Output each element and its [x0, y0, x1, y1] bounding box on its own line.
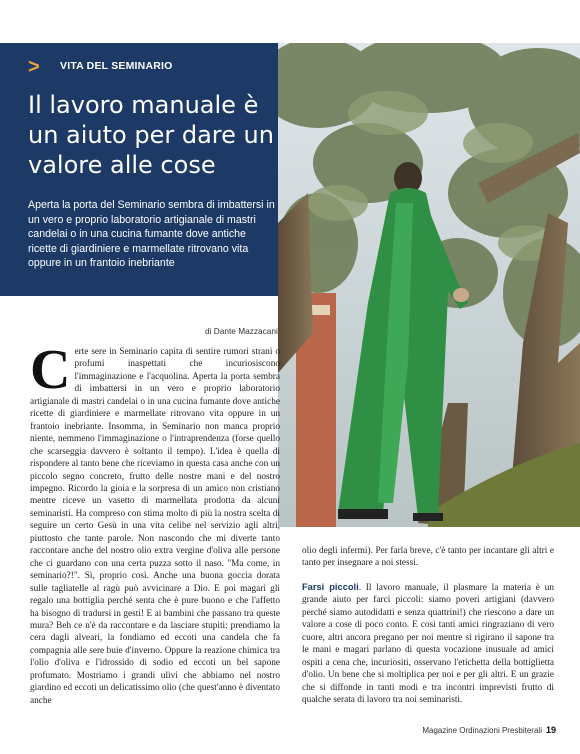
page-number: 19 [545, 725, 556, 735]
article-body-right-continuation: olio degli infermi). Per farla breve, c'è tanto per incantare gli altri e tanto per insegnare a noi stessi. [302, 546, 554, 569]
section-subhead: Farsi piccoli [302, 582, 359, 592]
author-byline: di Dante Mazzacani [205, 326, 278, 336]
article-subtitle: Aperta la porta del Seminario sembra di imbattersi in un vero e proprio laboratorio artigianale di mastri candelai o in una cucina fumante dove antiche ricette di giardiniere e marmellate ritrovano vita oppure in un frantoio inebriante [28, 199, 275, 269]
article-paragraph-right: . Il lavoro manuale, il plasmare la materia è un grande aiuto per farci piccoli: siamo poveri artigiani (davvero perché siamo autodidatti e senza quattrini!) che riescono a dare un valore a cose di poco conto. E così tanti amici ringraziano di vero cuore, altri ancora pregano per noi mentre si rigirano il sapone tra le mani e magari parlano di questa vocazione inusuale ad amici ospiti a cena che, incuriositi, osservano l'etichetta della bottiglietta d'olio. Un bene che si moltiplica per noi e per gli altri. E un grazie che si diffonde in tanti modi e tra incontri imprevisti frutto di qualche serata di lavoro tra noi seminaristi. [302, 583, 554, 706]
article-body-right [302, 581, 554, 707]
page-footer [422, 725, 556, 735]
article-body-left: erte sere in Seminario capita di sentire rumori strani o profumi inaspettati che incuriosiscono l'immaginazione e l'acquolina. Aperta la porta sembra di imbattersi in un vero e proprio laboratorio artigianale di mastri candelai o in una cucina fumante dove antiche ricette di giardiniere e marmellate ritrovano vita oppure in un frantoio inebriante. Insomma, in Seminario non manca proprio niente, nemmeno l'immaginazione o l'intraprendenza (forse quello che scarseggia davvero è soltanto il tempo). L'idea è quella di rispondere al tanto bene che riceviamo in questa casa anche con un piccolo segno concreto, frutto delle nostre mani e del nostro impegno. Ricordo la gioia e la sorpresa di un amico non cristiano mentre riceve un vasetto di marmellata prodotta da alcuni seminaristi. Ha compreso con stima molto di più la nostra scelta di seguire un certo Gesù in una vita celibe nel servizio agli altri, piuttosto che tante parole. Non nascondo che mi diverte tanto raccontare anche del nostro olio extra vergine d'oliva alle persone che ci guardano con una certa puzza sotto il naso. "Ma come, in seminario?!". Sì, proprio così. Anche una buona goccia dorata sulle tagliatelle al ragù può avvicinare a Dio. E poi magari gli regalo una bottiglia perché senta che è pure buono e che l'affetto ha bisogno di tradursi in gesti! E ai bambini che passano tra queste mura? Beh ce n'è da raccontare e da lasciare stupiti: prendiamo la cera dagli alveari, la fondiamo ed eccoti una candela che fa compagnia alle sere buie d'inverno. Oppure la reazione chimica tra l'olio d'oliva e l'idrossido di sodio ed eccoti un bel sapone profumato. Mostriamo i grandi ulivi che abbiamo nel nostro giardino ed eccoti un delicatissimo olio (che quest'anno è diventato anche [30, 347, 280, 706]
article-column-left [30, 326, 280, 707]
drop-cap: C [30, 339, 71, 401]
article-photo [278, 43, 580, 527]
section-label: VITA DEL SEMINARIO [60, 60, 173, 72]
chevron-right-icon: > [28, 56, 40, 78]
header-panel [0, 43, 278, 296]
article-title: Il lavoro manuale è un aiuto per dare un valore alle cose [28, 91, 274, 179]
magazine-name: Magazine Ordinazioni Presbiterali [422, 726, 542, 735]
